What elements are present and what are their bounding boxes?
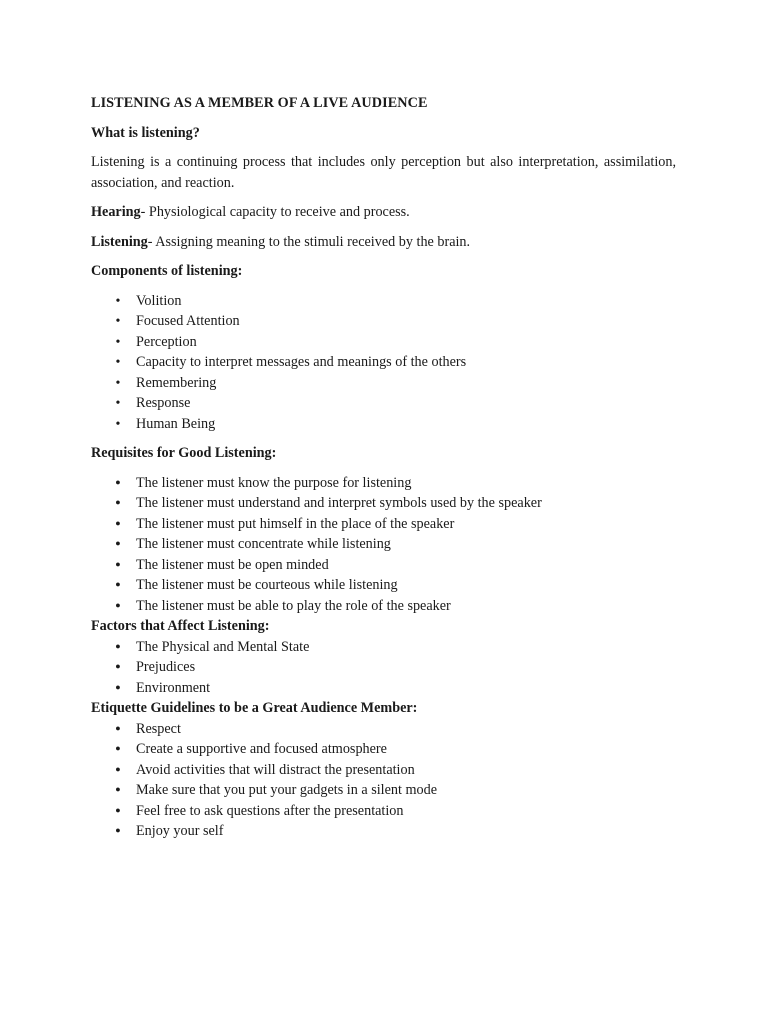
list-item-text: Feel free to ask questions after the presentation	[136, 802, 404, 819]
bullet-icon	[112, 332, 124, 354]
list-item	[91, 821, 676, 842]
list-item-text: Remembering	[136, 374, 217, 391]
bullet-icon	[112, 473, 124, 495]
bullet-icon	[112, 514, 124, 536]
list-item	[91, 719, 676, 740]
list-item	[91, 311, 676, 332]
factors-list	[91, 637, 676, 699]
list-item-text: The listener must put himself in the place of the speaker	[136, 515, 455, 532]
list-item-text: Capacity to interpret messages and meanings of the others	[136, 354, 467, 370]
requisites-list	[91, 473, 676, 617]
list-item-text: Respect	[136, 720, 181, 737]
components-heading: Components of listening:	[91, 263, 243, 279]
list-item	[91, 493, 676, 514]
list-item-text: The listener must be able to play the role of the speaker	[136, 597, 451, 614]
list-item-text: The listener must know the purpose for listening	[136, 474, 412, 491]
list-item-text: Prejudices	[136, 659, 196, 675]
list-item	[91, 596, 676, 617]
bullet-icon	[112, 760, 124, 782]
list-item-text: The listener must understand and interpret symbols used by the speaker	[136, 495, 542, 511]
what-is-listening-heading: What is listening?	[91, 124, 200, 141]
list-item	[91, 555, 676, 576]
list-item	[91, 739, 676, 760]
list-item	[91, 657, 676, 678]
bullet-icon	[112, 393, 124, 415]
definition-paragraph: Listening is a continuing process that includes only perception but also interpretation, assimilation, association, and reaction.	[91, 154, 676, 191]
bullet-icon	[112, 821, 124, 843]
etiquette-list	[91, 719, 676, 842]
bullet-icon	[112, 414, 124, 436]
hearing-term: Hearing	[91, 204, 141, 220]
list-item-text: Response	[136, 395, 191, 411]
bullet-icon	[112, 657, 124, 679]
list-item	[91, 514, 676, 535]
listening-text: - Assigning meaning to the stimuli received by the brain.	[147, 233, 471, 250]
list-item	[91, 414, 676, 435]
listening-definition	[91, 232, 676, 253]
bullet-icon	[112, 719, 124, 741]
bullet-icon	[112, 801, 124, 823]
list-item	[91, 575, 676, 596]
list-item-text: The listener must be open minded	[136, 556, 329, 573]
list-item	[91, 373, 676, 394]
bullet-icon	[112, 596, 124, 618]
list-item	[91, 637, 676, 658]
bullet-icon	[112, 291, 124, 313]
list-item-text: Human Being	[136, 415, 216, 432]
list-item-text: The listener must be courteous while listening	[136, 577, 398, 593]
list-item-text: Avoid activities that will distract the presentation	[136, 761, 415, 778]
list-item-text: Make sure that you put your gadgets in a silent mode	[136, 782, 438, 798]
document-page	[91, 93, 676, 842]
list-item-text: Volition	[136, 292, 182, 309]
bullet-icon	[112, 575, 124, 597]
list-item	[91, 352, 676, 373]
factors-heading: Factors that Affect Listening:	[91, 618, 270, 634]
list-item	[91, 393, 676, 414]
list-item-text: The listener must concentrate while listening	[136, 536, 391, 552]
bullet-icon	[112, 311, 124, 333]
list-item-text: Environment	[136, 679, 211, 696]
bullet-icon	[112, 352, 124, 374]
list-item	[91, 801, 676, 822]
list-item	[91, 473, 676, 494]
bullet-icon	[112, 780, 124, 802]
list-item-text: Perception	[136, 333, 197, 350]
listening-term: Listening	[91, 233, 148, 250]
list-item	[91, 534, 676, 555]
list-item	[91, 332, 676, 353]
bullet-icon	[112, 678, 124, 700]
list-item	[91, 760, 676, 781]
bullet-icon	[112, 534, 124, 556]
requisites-heading: Requisites for Good Listening:	[91, 445, 277, 461]
list-item	[91, 780, 676, 801]
hearing-text: - Physiological capacity to receive and process.	[140, 204, 410, 220]
components-list	[91, 291, 676, 435]
list-item-text: Enjoy your self	[136, 823, 224, 839]
hearing-definition	[91, 202, 676, 223]
list-item-text: The Physical and Mental State	[136, 638, 310, 655]
bullet-icon	[112, 373, 124, 395]
bullet-icon	[112, 637, 124, 659]
list-item-text: Create a supportive and focused atmosphere	[136, 741, 387, 757]
bullet-icon	[112, 493, 124, 515]
etiquette-heading: Etiquette Guidelines to be a Great Audience Member:	[91, 700, 418, 716]
bullet-icon	[112, 555, 124, 577]
bullet-icon	[112, 739, 124, 761]
list-item	[91, 291, 676, 312]
document-title: LISTENING AS A MEMBER OF A LIVE AUDIENCE	[91, 95, 428, 111]
list-item-text: Focused Attention	[136, 313, 240, 329]
list-item	[91, 678, 676, 699]
